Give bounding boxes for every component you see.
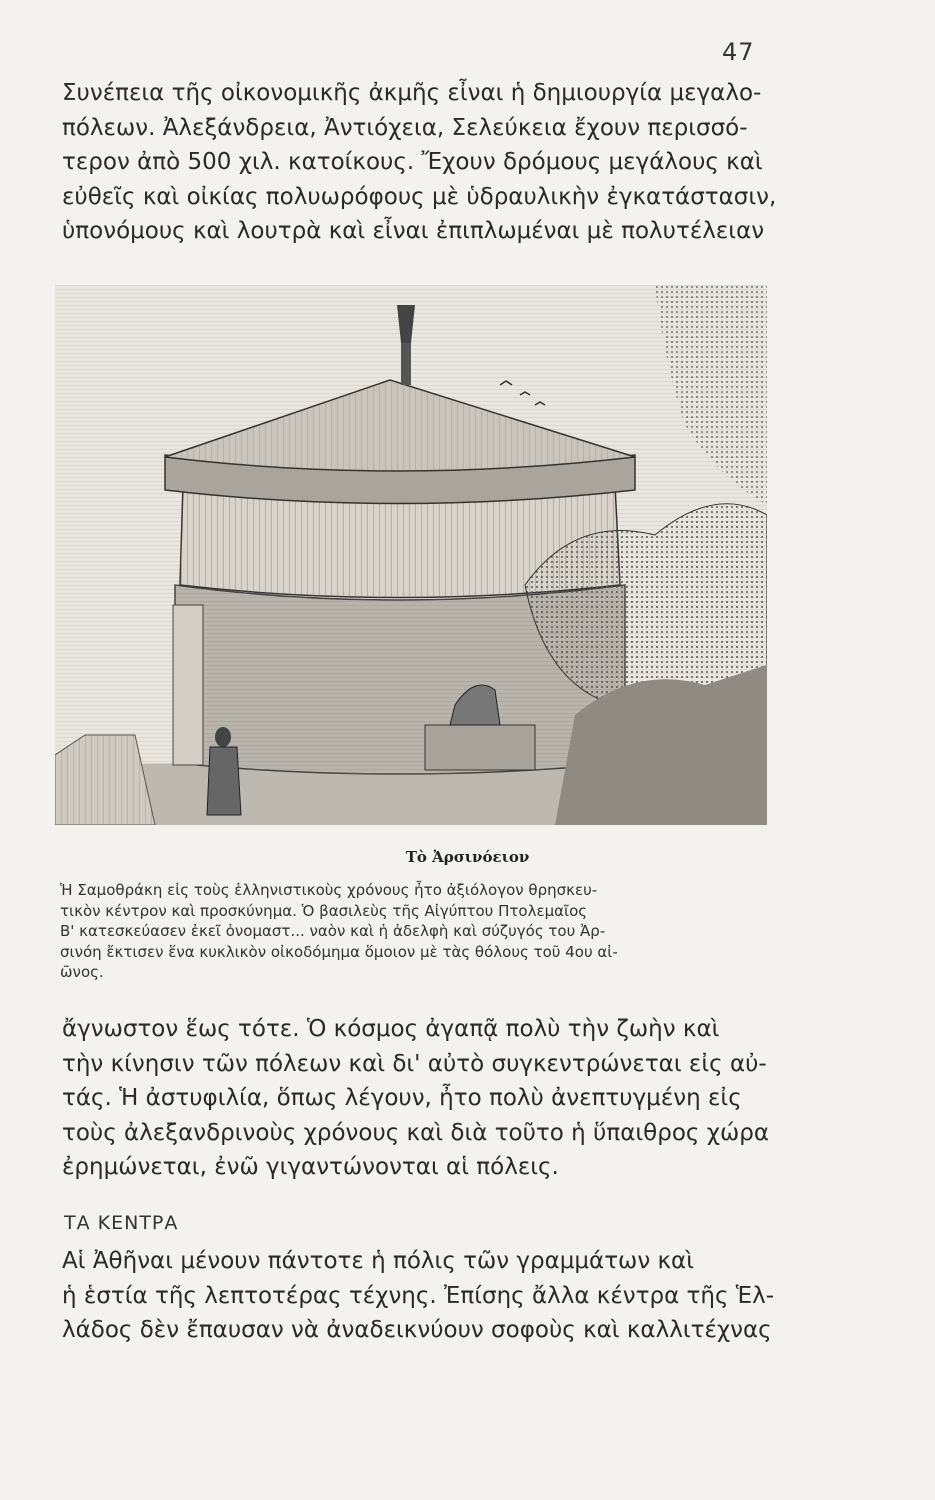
figure-caption-title: Τὸ Ἀρσινόειον	[405, 848, 530, 866]
bench	[425, 725, 535, 770]
text-line: πόλεων. Ἀλεξάνδρεια, Ἀντιόχεια, Σελεύκεια ἔχουν περισσό-	[62, 114, 748, 141]
engraving-illustration	[55, 285, 767, 825]
text-line: τοὺς ἀλεξανδρινοὺς χρόνους καὶ διὰ τοῦτο ἡ ὕπαιθρος χώρα	[62, 1119, 770, 1146]
caption-line: Β' κατεσκεύασεν ἐκεῖ ὀνομαστ... ναὸν καὶ ἡ ἀδελφὴ καὶ σύζυγός του Ἀρ-	[60, 922, 606, 940]
arsinoeion-engraving	[55, 285, 767, 825]
page-number: 47	[722, 38, 755, 66]
standing-figure	[207, 747, 241, 815]
caption-line: Ἡ Σαμοθράκη εἰς τοὺς ἑλληνιστικοὺς χρόνους ἦτο ἀξιόλογον θρησκευ-	[60, 881, 598, 899]
paragraph-1	[62, 76, 782, 249]
text-line: ἡ ἑστία τῆς λεπτοτέρας τέχνης. Ἐπίσης ἄλλα κέντρα τῆς Ἑλ-	[62, 1282, 775, 1309]
text-line: τερον ἀπὸ 500 χιλ. κατοίκους. Ἔχουν δρόμους μεγάλους καὶ	[62, 149, 763, 175]
roof-finial	[401, 340, 411, 385]
text-line: εὐθεῖς καὶ οἰκίας πολυωρόφους μὲ ὑδραυλικὴν ἐγκατάστασιν,	[62, 183, 777, 210]
text-line: τὴν κίνησιν τῶν πόλεων καὶ δι' αὐτὸ συγκεντρώνεται εἰς αὐ-	[62, 1050, 767, 1077]
caption-line: σινόη ἔκτισεν ἕνα κυκλικὸν οἰκοδόμημα ὅμοιον μὲ τὰς θόλους τοῦ 4ου αἰ-	[60, 942, 618, 961]
standing-figure-head	[215, 727, 231, 747]
text-line: ἄγνωστον ἕως τότε. Ὁ κόσμος ἀγαπᾷ πολὺ τὴν ζωὴν καὶ	[62, 1016, 720, 1042]
text-line: τάς. Ἡ ἀστυφιλία, ὅπως λέγουν, ἦτο πολὺ ἀνεπτυγμένη εἰς	[62, 1085, 742, 1111]
text-line: ἐρημώνεται, ἐνῶ γιγαντώνονται αἱ πόλεις.	[62, 1154, 559, 1180]
doorway-pilaster	[173, 605, 203, 765]
caption-line: τικὸν κέντρον καὶ προσκύνημα. Ὁ βασιλεὺς τῆς Αἰγύπτου Πτολεμαῖος	[60, 901, 588, 920]
text-line: Συνέπεια τῆς οἰκονομικῆς ἀκμῆς εἶναι ἡ δημιουργία μεγαλο-	[62, 80, 762, 106]
paragraph-3	[62, 1244, 782, 1348]
section-heading: ΤΑ ΚΕΝΤΡΑ	[64, 1212, 179, 1234]
caption-line: ῶνος.	[60, 963, 104, 981]
figure-caption	[60, 880, 770, 983]
text-line: Αἱ Ἀθῆναι μένουν πάντοτε ἡ πόλις τῶν γραμμάτων καὶ	[62, 1248, 694, 1274]
text-line: λάδος δὲν ἔπαυσαν νὰ ἀναδεικνύουν σοφοὺς καὶ καλλιτέχνας	[62, 1317, 772, 1343]
text-line: ὑπονόμους καὶ λουτρὰ καὶ εἶναι ἐπιπλωμέναι μὲ πολυτέλειαν	[62, 218, 765, 244]
paragraph-2	[62, 1012, 782, 1185]
